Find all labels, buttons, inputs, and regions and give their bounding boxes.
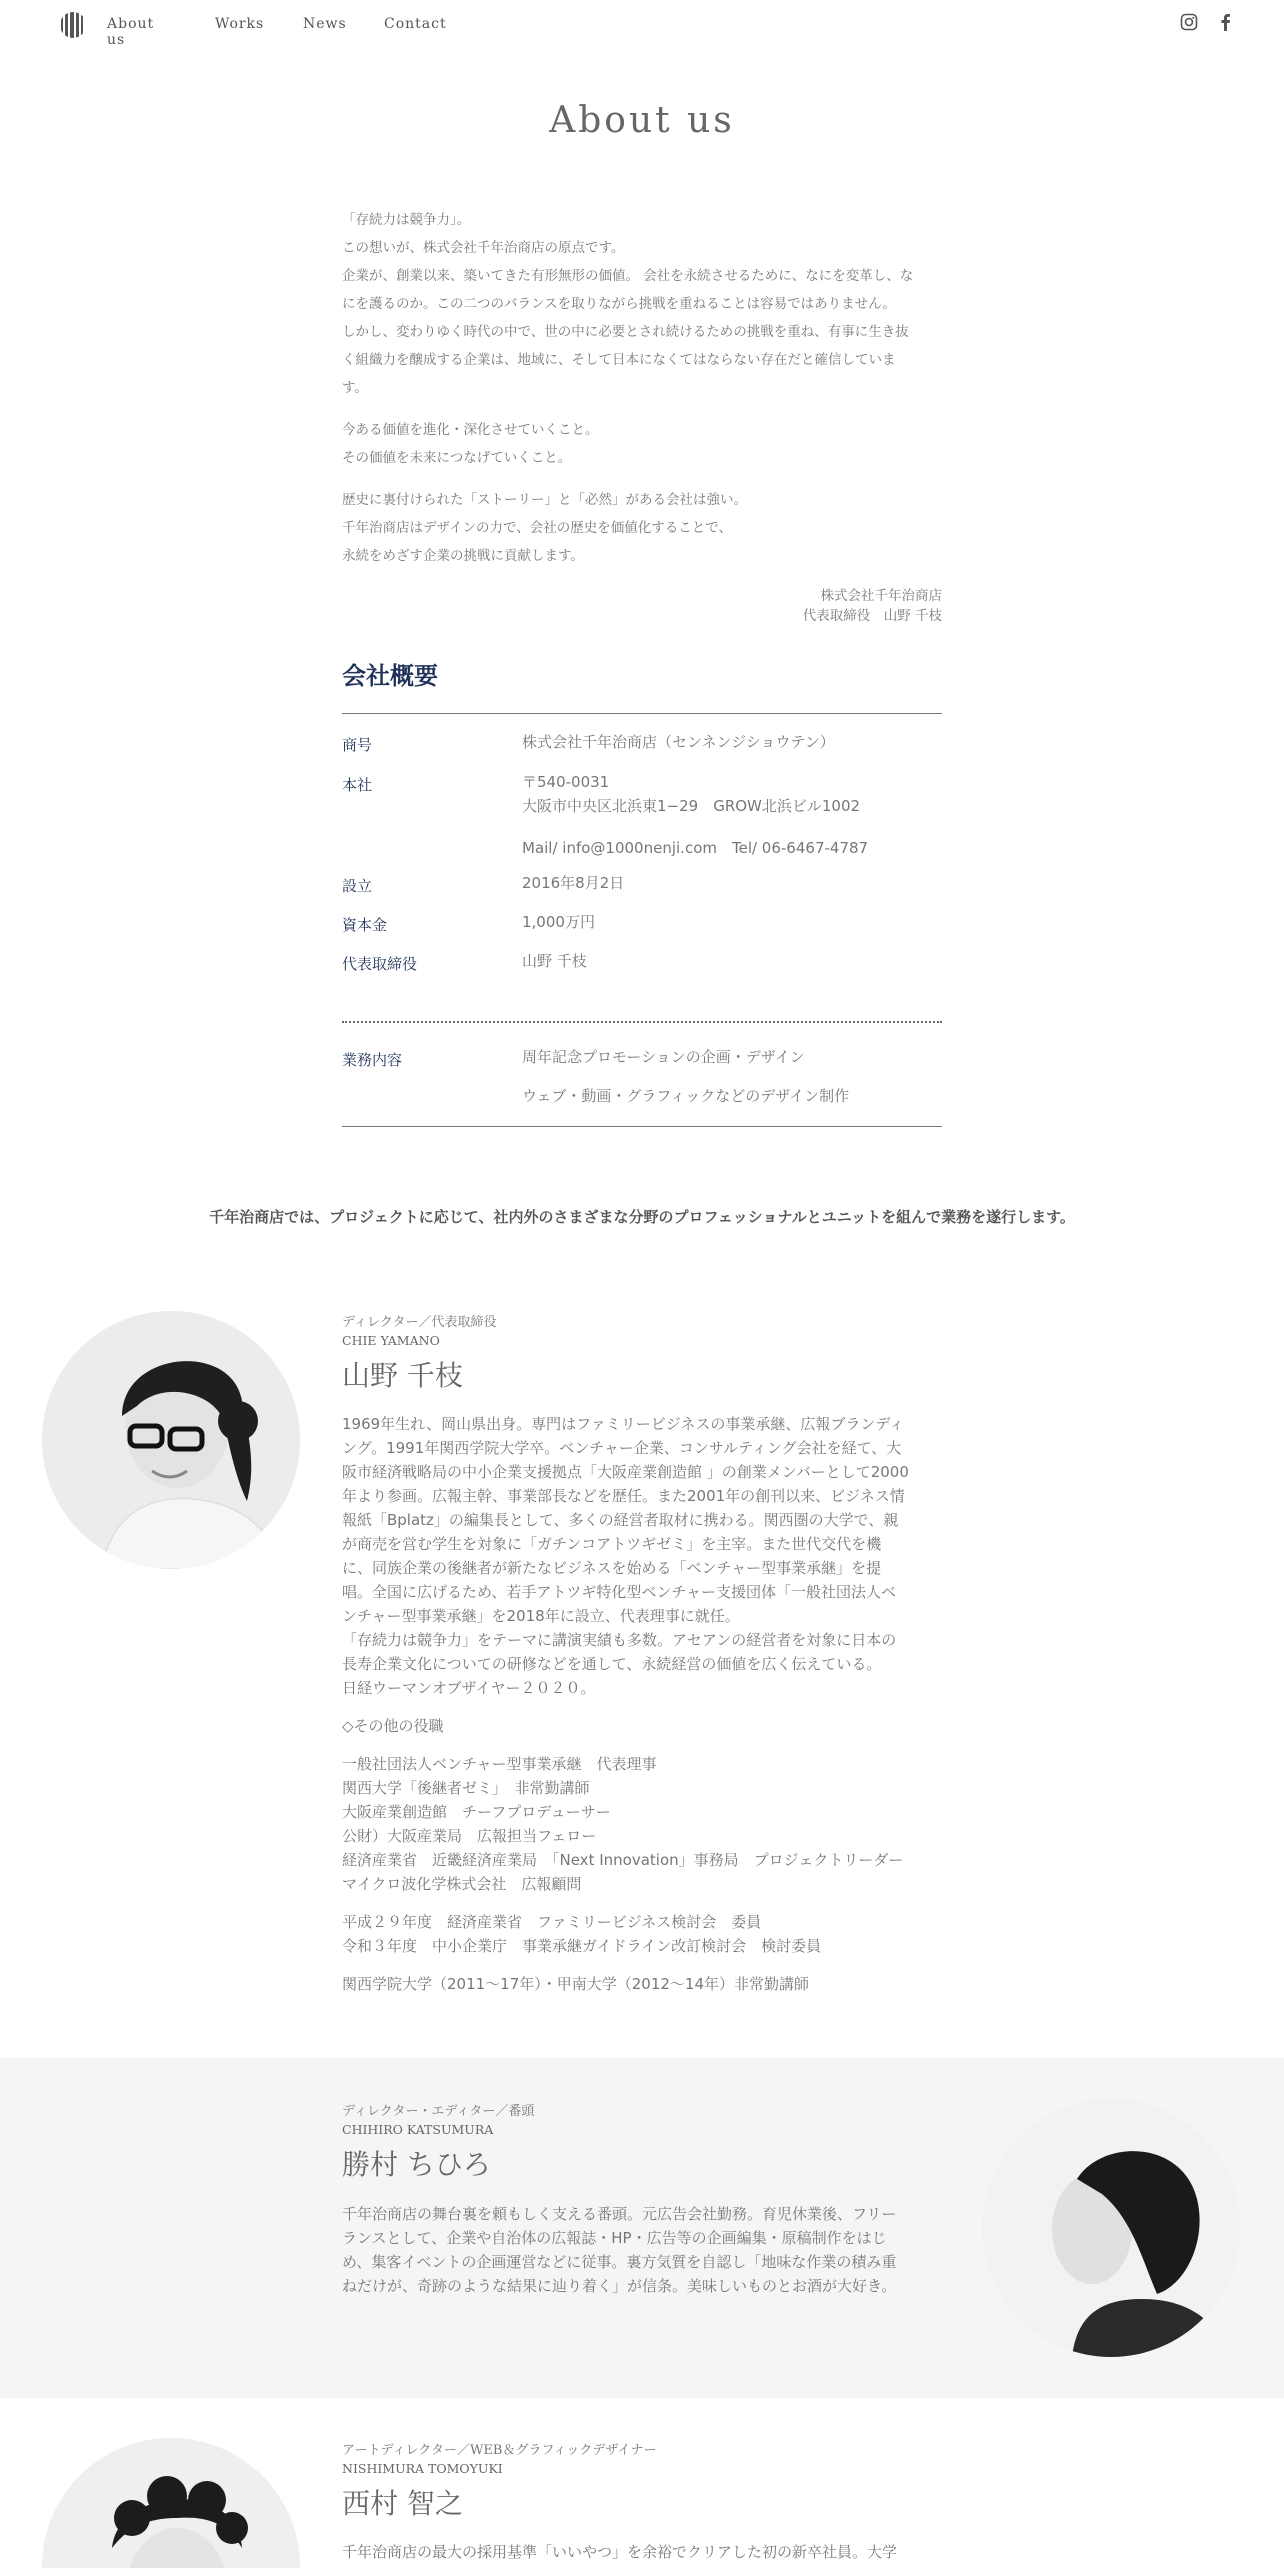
business-label: 業務内容 — [342, 1051, 403, 1069]
address: 大阪市中央区北浜東1−29 GROW北浜ビル1002 — [522, 797, 861, 815]
bio-paragraph: 千年治商店の舞台裏を頼もしく支える番頭。元広告会社勤務。育児休業後、フリー ランスとして、企業や自治体の広報誌・HP・広告等の企画編集・原稿制作をはじ め、集客イベントの企画運営などに従事。裏方気質を自認し「地味な作業の積み重 ねだけが、奇跡のような結果に辿り着く」が信条。美味しいものとお酒が大好き。 — [342, 2205, 897, 2295]
headquarters-label: 本社 — [342, 776, 373, 794]
member-bio — [342, 2540, 946, 2568]
capital-value: 1,000万円 — [522, 913, 595, 931]
postal-code: 〒540-0031 — [522, 773, 610, 791]
member-role: アートディレクター／WEB＆グラフィックデザイナー — [342, 2443, 657, 2458]
contact-info[interactable]: Mail/ info@1000nenji.com Tel/ 06-6467-4787 — [522, 839, 869, 857]
portrait-image — [42, 2438, 300, 2568]
company-message — [342, 206, 942, 584]
member-roman-name: CHIE YAMANO — [342, 1333, 440, 1348]
portrait-image — [42, 1311, 300, 1569]
member-role: ディレクター・エディター／番頭 — [342, 2104, 535, 2119]
trade-name-label: 商号 — [342, 736, 373, 754]
message-paragraph: 今ある価値を進化・深化させていくこと。 その価値を未来につなげていくこと。 — [342, 422, 599, 466]
instagram-icon[interactable] — [1180, 13, 1198, 31]
lecturer-info: 関西学院大学（2011～17年）・甲南大学（2012～14年）非常勤講師 — [342, 1975, 810, 1993]
member-name: 勝村 ちひろ — [342, 2148, 491, 2181]
member-bio — [342, 2202, 946, 2312]
nav-contact[interactable]: Contact — [384, 16, 447, 32]
dotted-divider — [342, 1021, 942, 1023]
member-role: ディレクター／代表取締役 — [342, 1315, 497, 1330]
established-value: 2016年8月2日 — [522, 874, 625, 892]
headquarters-value — [522, 770, 860, 818]
logo-icon[interactable] — [60, 12, 86, 38]
divider — [342, 1126, 942, 1127]
message-signature — [342, 586, 942, 626]
signature-person: 代表取締役 山野 千枝 — [802, 608, 942, 624]
nav-works[interactable]: Works — [215, 16, 265, 32]
divider — [342, 713, 942, 714]
member-photo-tomoyuki-nishimura — [42, 2438, 300, 2568]
other-roles-list: 一般社団法人ベンチャー型事業承継 代表理事 関西大学「後継者ゼミ」 非常勤講師 大阪産業創造館 チーフプロデューサー 公財）大阪産業局 広報担当フェロー 経済産業省 近畿経済産業局 「Next Innovation」事務局 プロジェクトリーダー マイクロ波化学株式会社 広報顧問 — [342, 1755, 904, 1893]
ceo-value: 山野 千枝 — [522, 952, 587, 970]
member-photo-chie-yamano — [42, 1311, 300, 1569]
trade-name-value: 株式会社千年治商店（センネンジショウテン） — [522, 733, 835, 751]
page-title: About us — [549, 100, 735, 141]
facebook-icon[interactable] — [1218, 13, 1232, 31]
member-name: 山野 千枝 — [342, 1359, 463, 1392]
member-roman-name: NISHIMURA TOMOYUKI — [342, 2461, 503, 2476]
member-name: 西村 智之 — [342, 2487, 463, 2520]
other-roles-heading: ◇その他の役職 — [342, 1717, 444, 1735]
nav-news[interactable]: News — [303, 16, 347, 32]
capital-label: 資本金 — [342, 916, 388, 934]
ceo-label: 代表取締役 — [342, 955, 418, 973]
committees-list: 平成２９年度 経済産業省 ファミリービジネス検討会 委員 令和３年度 中小企業庁 事業承継ガイドライン改訂検討会 検討委員 — [342, 1913, 822, 1955]
nav-about-us[interactable]: About us — [107, 16, 155, 48]
bio-paragraph: 1969年生れ、岡山県出身。専門はファミリービジネスの事業承継、広報ブランディ ング。1991年関西学院大学卒。ベンチャー企業、コンサルティング会社を経て、大 阪市経済戦略局の中小企業支援拠点「大阪産業創造館 」の創業メンバーとして2000 年より参画。広報主幹、事業部長などを歴任。また2001年の創刊以来、ビジネス情 報紙「Bplatz」の編集長として、多くの経営者取材に携わる。関西圏の大学で、親 が商売を営む学生を対象に「ガチンコアトツギゼミ」を主宰。また世代交代を機 に、同族企業の後継者が新たなビジネスを始める「ベンチャー型事業承継」を提 唱。全国に広げるため、若手アトツギ特化型ベンチャー支援団体「一般社団法人ベ ンチャー型事業承継」を2018年に設立、代表理事に就任。 「存続力は競争力」をテーマに講演実績も多数。アセアンの経営者を対象に日本の 長寿企業文化についての研修などを通して、永続経営の価値を広く伝えている。 日経ウーマンオブザイヤー２０２０。 — [342, 1415, 909, 1697]
member-bio — [342, 1412, 946, 2010]
message-paragraph: 歴史に裏付けられた「ストーリー」と「必然」がある会社は強い。 千年治商店はデザインの力で、会社の歴史を価値化することで、 永続をめざす企業の挑戦に貢献します。 — [342, 492, 747, 564]
business-item: ウェブ・動画・グラフィックなどのデザイン制作 — [522, 1087, 850, 1105]
bio-paragraph: 千年治商店の最大の採用基準「いいやつ」を余裕でクリアした初の新卒社員。大学 — [342, 2543, 898, 2561]
site-header — [0, 0, 1284, 48]
established-label: 設立 — [342, 877, 373, 895]
portrait-image — [982, 2099, 1240, 2357]
team-lead-text: 千年治商店では、プロジェクトに応じて、社内外のさまざまな分野のプロフェッショナルとユニットを組んで業務を遂行します。 — [209, 1208, 1075, 1226]
company-overview-heading: 会社概要 — [342, 662, 438, 690]
message-paragraph: 「存続力は競争力」。 この想いが、株式会社千年治商店の原点です。 企業が、創業以来、築いてきた有形無形の価値。 会社を永続させるために、なにを変革し、な にを護るのか。この二つのバランスを取りながら挑戦を重ねることは容易ではありません。 しかし、変わりゆく時代の中で、世の中に必要とされ続けるための挑戦を重ね、有事に生き抜 く組織力を醸成する企業は、地域に、そして日本になくてはならない存在だと確信していま す。 — [342, 212, 914, 396]
member-photo-chihiro-katsumura — [982, 2099, 1240, 2357]
signature-company: 株式会社千年治商店 — [820, 588, 942, 604]
member-roman-name: CHIHIRO KATSUMURA — [342, 2122, 494, 2137]
business-item: 周年記念プロモーションの企画・デザイン — [522, 1048, 805, 1066]
